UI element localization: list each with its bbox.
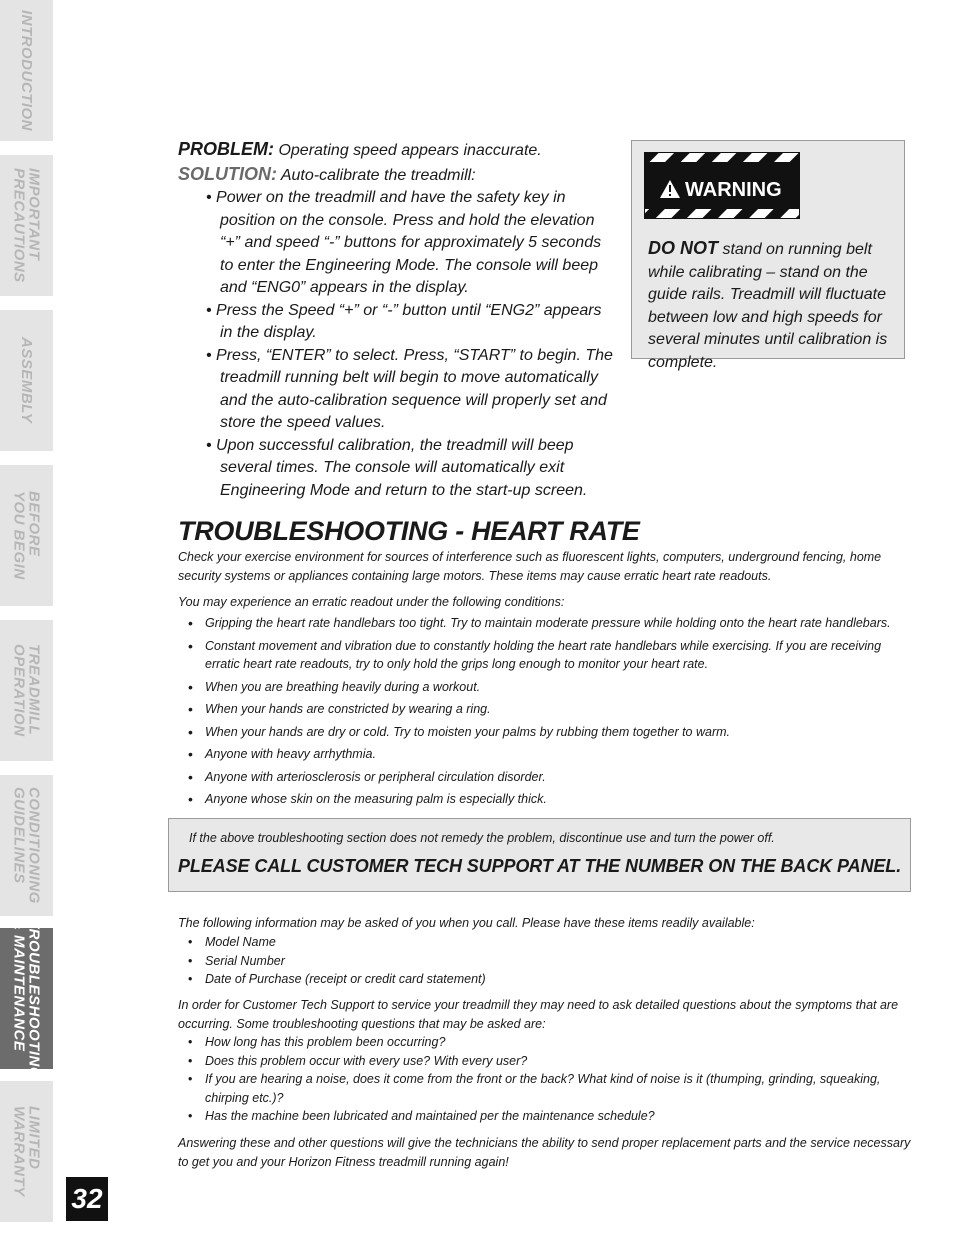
problem-text: Operating speed appears inaccurate. xyxy=(278,142,542,159)
conditions-intro: You may experience an erratic readout under the following conditions: xyxy=(178,595,565,609)
warning-do-not: DO NOT xyxy=(648,238,718,258)
tab-troubleshooting-maintenance[interactable] xyxy=(0,918,53,1079)
call-support-box xyxy=(168,818,911,892)
tab-conditioning-guidelines[interactable] xyxy=(0,775,53,916)
list-item: • Model Name xyxy=(178,933,913,952)
warning-box xyxy=(631,140,905,371)
tab-label: INTRODUCTION xyxy=(18,10,35,131)
tab-important-precautions[interactable] xyxy=(0,155,53,296)
call-note: If the above troubleshooting section does not remedy the problem, discontinue use and turn the power off. xyxy=(189,831,775,845)
tab-label: LIMITED WARRANTY xyxy=(10,1106,43,1197)
list-item: • Has the machine been lubricated and maintained per the maintenance schedule? xyxy=(178,1107,913,1126)
call-headline: PLEASE CALL CUSTOMER TECH SUPPORT AT THE NUMBER ON THE BACK PANEL. xyxy=(178,856,902,876)
tab-assembly[interactable] xyxy=(0,310,53,451)
list-item: • How long has this problem been occurring? xyxy=(178,1033,913,1052)
tab-label: ASSEMBLY xyxy=(18,337,35,424)
warning-text xyxy=(648,237,898,374)
list-item: • Does this problem occur with every use? With every user? xyxy=(178,1052,913,1071)
list-item: • When you are breathing heavily during a workout. xyxy=(178,678,908,697)
tab-label: IMPORTANT PRECAUTIONS xyxy=(10,168,43,283)
tab-treadmill-operation[interactable] xyxy=(0,620,53,761)
tab-before-you-begin[interactable] xyxy=(0,465,53,606)
list-item: • Date of Purchase (receipt or credit card statement) xyxy=(178,970,913,989)
list-item: • If you are hearing a noise, does it come from the front or the back? What kind of noise is it (thumping, grinding, squeaking, chirping etc.)? xyxy=(178,1070,913,1107)
solution-text: Auto-calibrate the treadmill: xyxy=(280,166,476,184)
heart-rate-intro: Check your exercise environment for sources of interference such as fluorescent lights, computers, underground fencing, home security systems or appliances containing large motors. These items may cause erratic heart rate readouts. xyxy=(178,550,882,583)
list-item: • When your hands are constricted by wearing a ring. xyxy=(178,700,908,719)
conditions-list xyxy=(178,614,908,813)
solution-label: SOLUTION: xyxy=(178,163,277,184)
problem-solution xyxy=(178,138,618,502)
list-item: • Serial Number xyxy=(178,952,913,971)
support-items xyxy=(178,933,913,989)
solution-step: • Press, “ENTER” to select. Press, “START” to begin. The treadmill running belt will begin to move automatically and the auto-calibration sequence will properly set and store the speed values. xyxy=(178,345,618,435)
solution-step: • Power on the treadmill and have the safety key in position on the console. Press and hold the elevation “+” and speed “-” buttons for approximately 5 seconds to enter the Engineering Mode. The console will beep and “ENG0” appears in the display. xyxy=(178,187,618,300)
solution-step: • Upon successful calibration, the treadmill will beep several times. The console will automatically exit Engineering Mode and return to the start-up screen. xyxy=(178,435,618,503)
tab-label: TROUBLESHOOTING & MAINTENANCE xyxy=(10,918,43,1079)
questions-intro: In order for Customer Tech Support to service your treadmill they may need to ask detailed questions about the symptoms that are occurring. Some troubleshooting questions that may be asked are: xyxy=(178,998,899,1031)
warning-body: stand on running belt while calibrating – stand on the guide rails. Treadmill will fluctuate between low and high speeds for several minutes until calibration is complete. xyxy=(648,241,888,371)
section-sidebar xyxy=(0,0,53,1235)
solution-steps xyxy=(178,187,618,502)
solution-step: • Press the Speed “+” or “-” button until “ENG2” appears in the display. xyxy=(178,300,618,345)
warning-sign-text: WARNING xyxy=(685,179,782,201)
page-number: 32 xyxy=(66,1177,108,1221)
warning-sign-icon xyxy=(644,152,800,219)
closing-text: Answering these and other questions will give the technicians the ability to send proper replacement parts and the service necessary to get you and your Horizon Fitness treadmill running again! xyxy=(178,1136,911,1169)
problem-line xyxy=(178,138,618,163)
list-item: • Anyone whose skin on the measuring palm is especially thick. xyxy=(178,790,908,809)
tab-introduction[interactable] xyxy=(0,0,53,141)
solution-line xyxy=(178,163,618,188)
tab-label: TREADMILL OPERATION xyxy=(10,644,43,737)
list-item: • Anyone with heavy arrhythmia. xyxy=(178,745,908,764)
heart-rate-title: TROUBLESHOOTING - HEART RATE xyxy=(178,516,640,546)
problem-label: PROBLEM: xyxy=(178,139,274,159)
tab-limited-warranty[interactable] xyxy=(0,1081,53,1222)
list-item: • When your hands are dry or cold. Try to moisten your palms by rubbing them together to warm. xyxy=(178,723,908,742)
questions-list xyxy=(178,1033,913,1126)
list-item: • Constant movement and vibration due to constantly holding the heart rate handlebars while exercising. If you are receiving erratic heart rate readouts, try to only hold the grips long enough to monitor your heart rate. xyxy=(178,637,908,674)
list-item: • Gripping the heart rate handlebars too tight. Try to maintain moderate pressure while holding onto the heart rate handlebars. xyxy=(178,614,908,633)
list-item: • Anyone with arteriosclerosis or peripheral circulation disorder. xyxy=(178,768,908,787)
tab-label: BEFORE YOU BEGIN xyxy=(10,491,43,580)
support-intro: The following information may be asked of you when you call. Please have these items readily available: xyxy=(178,916,755,930)
tab-label: CONDITIONING GUIDELINES xyxy=(10,787,43,904)
